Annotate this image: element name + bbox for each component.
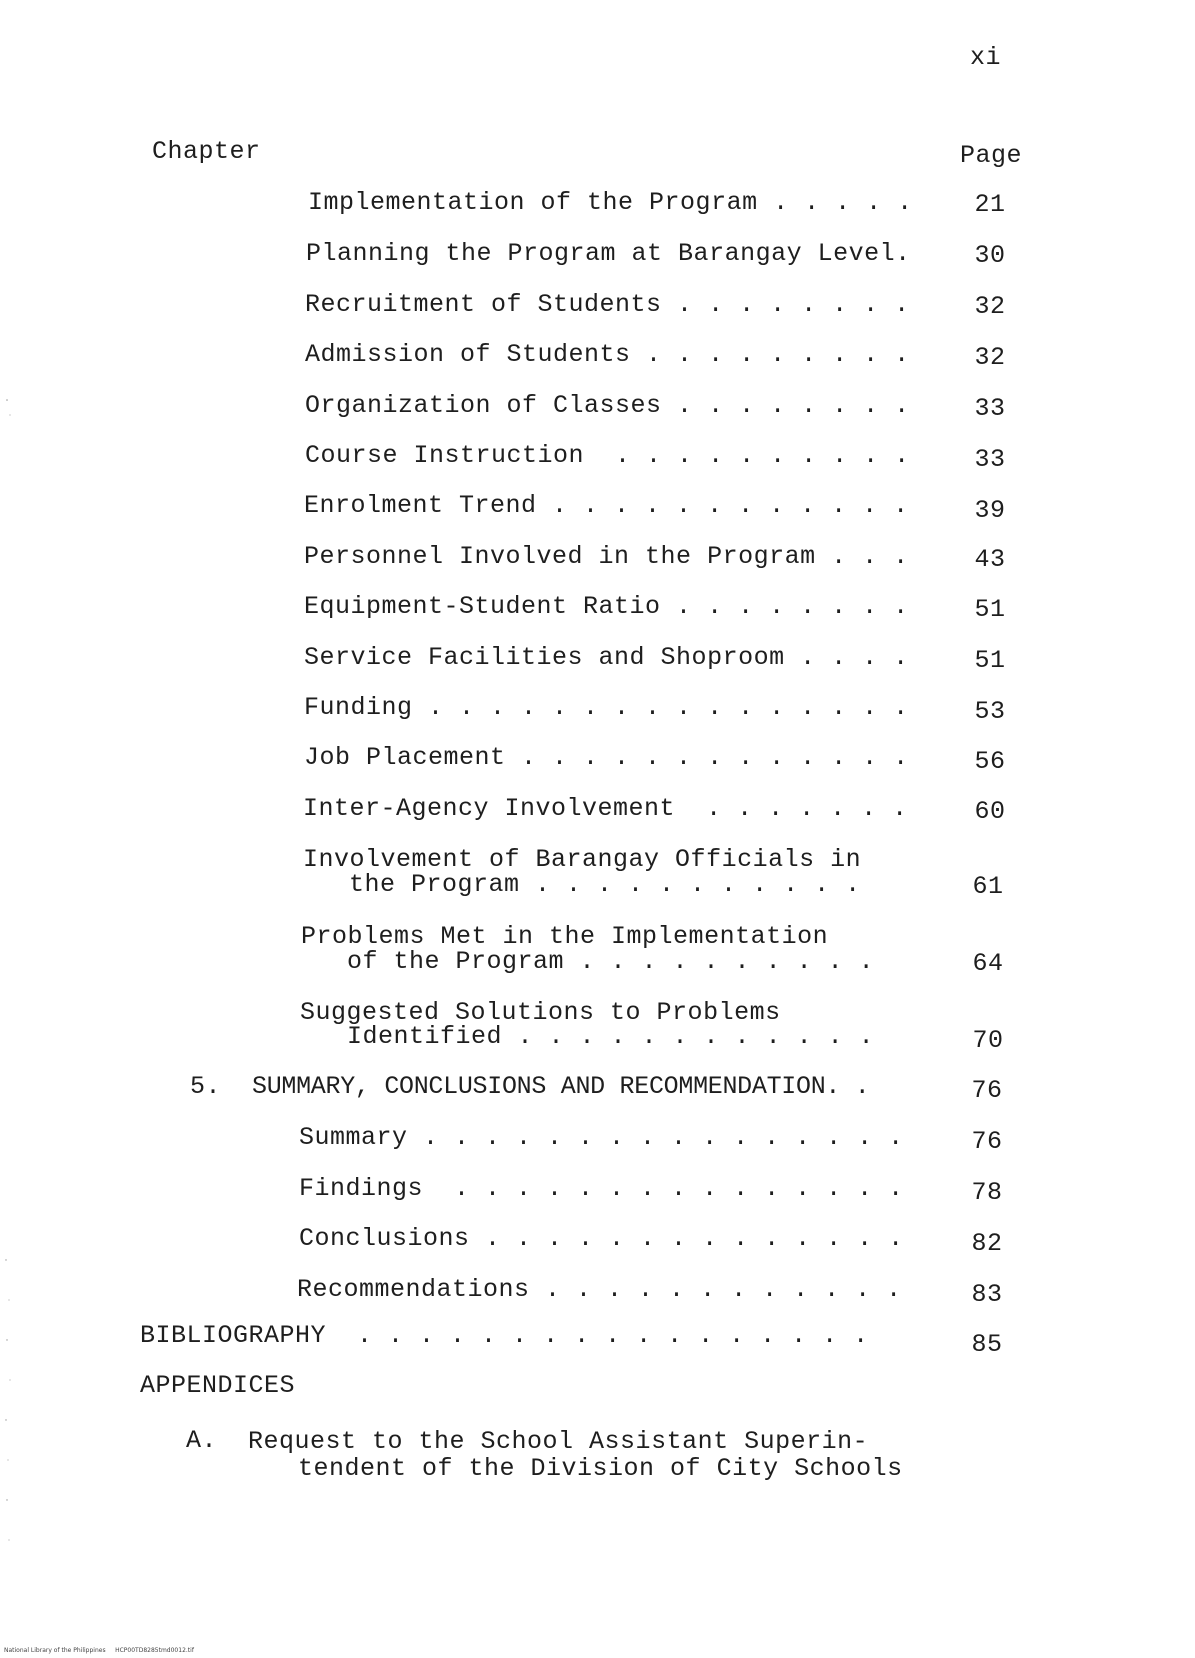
toc-entry-page: 51: [974, 595, 1006, 624]
toc-entry-title: Funding . . . . . . . . . . . . . . . .: [304, 693, 909, 722]
toc-entry-title: Recruitment of Students . . . . . . . .: [305, 290, 910, 319]
toc-entry-page: 83: [971, 1280, 1003, 1309]
toc-entry-title: Summary . . . . . . . . . . . . . . . .: [299, 1123, 904, 1152]
toc-entry-page: 32: [974, 343, 1006, 372]
toc-entry-title: Admission of Students . . . . . . . . .: [305, 340, 910, 369]
toc-entry-title-continued: of the Program . . . . . . . . . .: [347, 947, 875, 976]
toc-entry-page: 32: [974, 292, 1006, 321]
toc-entry-page: 64: [972, 949, 1004, 978]
scan-specks: [4, 380, 14, 1580]
appendices-title: APPENDICES: [140, 1371, 296, 1400]
toc-entry-title: Equipment-Student Ratio . . . . . . . .: [304, 592, 909, 621]
toc-entry-page: 82: [971, 1229, 1003, 1258]
chapter-number: 5.: [190, 1072, 222, 1101]
toc-entry-title: Recommendations . . . . . . . . . . . .: [297, 1275, 902, 1304]
toc-entry-page: 70: [972, 1026, 1004, 1055]
toc-entry-title: Course Instruction . . . . . . . . . .: [305, 441, 910, 470]
chapter-header: Chapter: [152, 137, 261, 166]
appendix-title: Request to the School Assistant Superin-: [248, 1427, 869, 1456]
toc-entry-page: 78: [971, 1178, 1003, 1207]
toc-entry-title-continued: Identified . . . . . . . . . . . .: [347, 1022, 875, 1051]
toc-entry-title: Job Placement . . . . . . . . . . . . .: [304, 743, 909, 772]
toc-entry-page: 56: [974, 747, 1006, 776]
toc-entry-page: 21: [974, 190, 1006, 219]
chapter-title: SUMMARY, CONCLUSIONS AND RECOMMENDATION. .: [252, 1072, 870, 1101]
toc-entry-title: Implementation of the Program . . . . .: [308, 188, 913, 217]
appendix-letter: A.: [186, 1426, 218, 1455]
toc-entry-page: 33: [974, 394, 1006, 423]
appendix-title-continued: tendent of the Division of City Schools: [298, 1454, 903, 1483]
page-header: Page: [960, 141, 1023, 170]
toc-entry-title: Personnel Involved in the Program . . .: [304, 542, 909, 571]
toc-entry-title: Suggested Solutions to Problems: [300, 998, 781, 1027]
toc-entry-title: Service Facilities and Shoproom . . . .: [304, 643, 909, 672]
toc-entry-title: Planning the Program at Barangay Level.: [306, 239, 911, 268]
toc-entry-title: Enrolment Trend . . . . . . . . . . . .: [304, 491, 909, 520]
toc-entry-title: Inter-Agency Involvement . . . . . . .: [303, 794, 908, 823]
chapter-page: 76: [971, 1076, 1003, 1105]
toc-entry-title: Problems Met in the Implementation: [301, 922, 829, 951]
toc-entry-page: 33: [974, 445, 1006, 474]
bibliography-title: BIBLIOGRAPHY . . . . . . . . . . . . . . . . .: [140, 1321, 869, 1350]
toc-entry-title: Findings . . . . . . . . . . . . . . .: [299, 1174, 904, 1203]
toc-entry-title: Conclusions . . . . . . . . . . . . . .: [299, 1224, 904, 1253]
page-number: xi: [970, 43, 1002, 72]
toc-entry-page: 43: [974, 545, 1006, 574]
scan-footer: National Library of the Philippines HCP00TD8285tmd0012.tif: [4, 1647, 194, 1654]
toc-entry-page: 76: [971, 1127, 1003, 1156]
toc-entry-title-continued: the Program . . . . . . . . . . .: [349, 870, 861, 899]
toc-entry-page: 51: [974, 646, 1006, 675]
toc-entry-page: 53: [974, 697, 1006, 726]
toc-entry-page: 39: [974, 496, 1006, 525]
toc-entry-page: 30: [974, 241, 1006, 270]
toc-entry-title: Involvement of Barangay Officials in: [303, 845, 862, 874]
toc-entry-page: 60: [974, 797, 1006, 826]
bibliography-page: 85: [971, 1330, 1003, 1359]
toc-entry-page: 61: [972, 872, 1004, 901]
toc-entry-title: Organization of Classes . . . . . . . .: [305, 391, 910, 420]
